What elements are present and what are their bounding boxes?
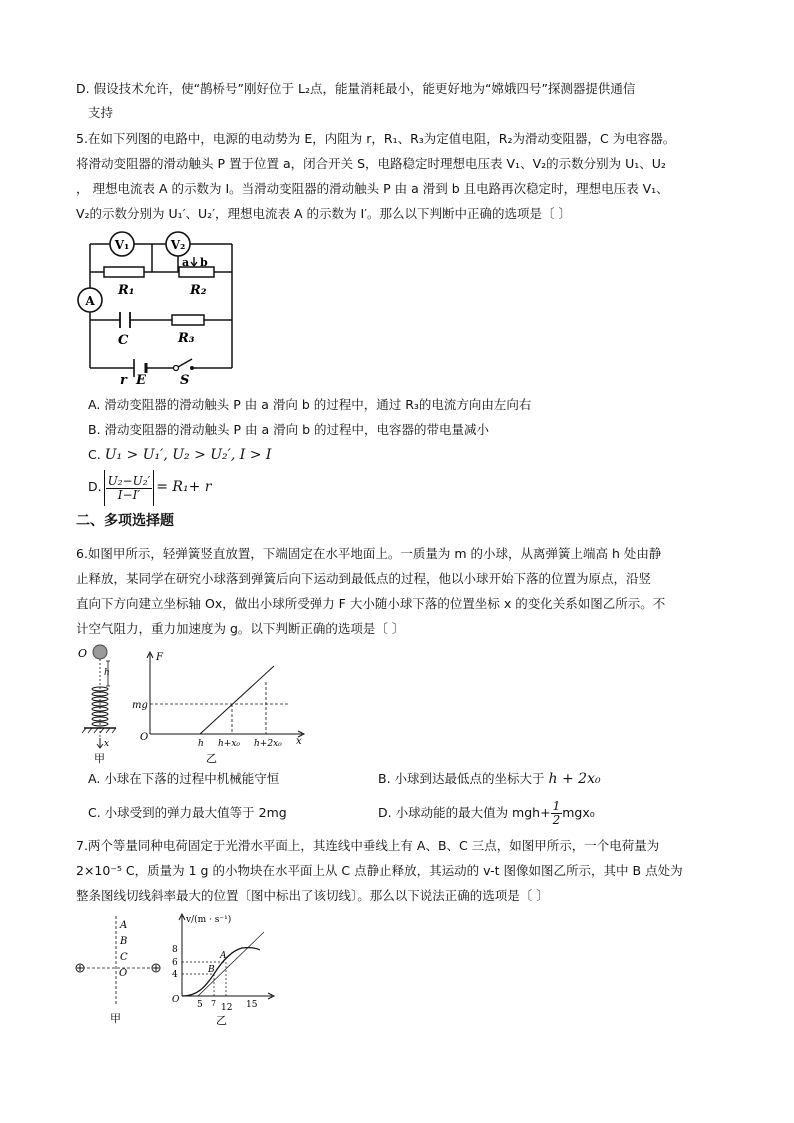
q5-option-c <box>88 446 271 464</box>
yi-label-h-2x0: h+2x₀ <box>254 739 282 749</box>
switch-icon <box>174 359 195 371</box>
q5-circuit-diagram <box>74 228 244 388</box>
label-r3: R₃ <box>178 331 195 346</box>
force-line <box>200 666 274 734</box>
jia-point-c: C <box>120 952 128 963</box>
q4-option-d-line1: D. 假设技术允许，使“鹊桥号”刚好位于 L₂点，能量消耗最小，能更好地为“嫦娥四号”探测器提供通信 <box>76 81 636 96</box>
label-b: b <box>200 256 208 269</box>
label-c: C <box>118 333 129 348</box>
q6-stem-line3: 直向下方向建立坐标轴 Ox，做出小球所受弹力 F 大小随小球下落的位置坐标 x 的变化关系如图乙所示。不 <box>76 596 666 611</box>
jia-point-o: O <box>119 968 128 979</box>
yi-label-mg: mg <box>132 700 148 711</box>
yi-origin: O <box>172 995 180 1005</box>
label-r: r <box>120 373 127 388</box>
positive-charge-left-icon <box>76 964 84 972</box>
positive-charge-right-icon <box>152 964 160 972</box>
q5-stem-line3: ， 理想电流表 A 的示数为 I。当滑动变阻器的滑动触头 P 由 a 滑到 b 且电路再次稳定时，理想电压表 V₁、 <box>76 181 669 196</box>
q7-figure-jia <box>72 912 172 1027</box>
yi-point-a: A <box>220 951 227 961</box>
jia-label-o: O <box>78 647 88 660</box>
q6-option-b-math: h + 2x₀ <box>548 771 601 787</box>
label-r2: R₂ <box>190 283 207 298</box>
q7-figure-yi <box>168 910 278 1028</box>
jia-label-h: h <box>104 668 110 678</box>
q6-option-b <box>378 770 601 788</box>
q7-stem-line3: 整条图线切线斜率最大的位置〔图中标出了该切线〕。那么以下说法正确的选项是〔 〕 <box>76 888 549 903</box>
jia-label-x: x <box>104 739 110 749</box>
yi-label-f: F <box>156 652 163 663</box>
section-title: 二、多项选择题 <box>76 513 174 529</box>
resistor-r1-icon <box>104 267 144 277</box>
ball-icon <box>93 645 107 659</box>
jia-point-a: A <box>120 920 128 931</box>
capacitor-icon <box>120 312 130 328</box>
tangent-line <box>198 932 264 996</box>
q6-stem-line4: 计空气阻力，重力加速度为 g。以下判断正确的选项是〔 〕 <box>76 621 405 636</box>
q7-stem-line1: 7.两个等量同种电荷固定于光滑水平面上，其连线中垂线上有 A、B、C 三点，如图甲所示，一个电荷量为 <box>76 838 660 853</box>
q5-option-d-fraction <box>106 475 153 502</box>
q6-option-a: A. 小球在下落的过程中机械能守恒 <box>88 771 280 786</box>
yi-label-h: h <box>198 739 204 749</box>
yi-caption: 乙 <box>206 752 217 765</box>
q6-option-d <box>378 797 595 829</box>
label-s: S <box>180 373 190 388</box>
label-a: a <box>182 256 190 269</box>
label-v1: V₁ <box>114 238 130 252</box>
yi-tick-12: 12 <box>221 1003 233 1013</box>
q5-stem-line4: V₂的示数分别为 U₁′、U₂′，理想电流表 A 的示数为 I′。那么以下判断中正确的选项是〔 〕 <box>76 206 572 221</box>
jia-caption: 甲 <box>94 752 105 764</box>
yi-tick-8: 8 <box>172 945 178 955</box>
q6-option-d-prefix: D. 小球动能的最大值为 mgh+ <box>378 805 551 820</box>
q6-option-b-prefix: B. 小球到达最低点的坐标大于 <box>378 771 545 786</box>
yi-tick-4: 4 <box>172 970 178 980</box>
q5-stem-line1: 5.在如下列图的电路中，电源的电动势为 E，内阻为 r，R₁、R₃为定值电阻，R₂为滑动变阻器，C 为电容器。 <box>76 131 676 146</box>
ground-hatch-icon <box>82 728 116 733</box>
yi-tick-15: 15 <box>246 1000 258 1010</box>
yi-tick-7: 7 <box>211 999 217 1008</box>
q6-option-d-den: 2 <box>552 813 561 827</box>
q6-stem-line1: 6.如图甲所示，轻弹簧竖直放置，下端固定在水平地面上。一质量为 m 的小球，从离弹簧上端高 h 处由静 <box>76 546 662 561</box>
yi-label-h-x0: h+x₀ <box>218 739 241 749</box>
label-r1: R₁ <box>118 283 135 298</box>
q6-option-c: C. 小球受到的弹力最大值等于 2mg <box>88 805 287 820</box>
q5-option-d-num: U₂−U₂′ <box>107 473 151 488</box>
yi-label-o: O <box>140 732 149 743</box>
jia-caption: 甲 <box>110 1012 121 1025</box>
q6-figure-yi <box>130 646 310 766</box>
q4-option-d-line2: 支持 <box>88 105 114 120</box>
q6-option-d-num: 1 <box>552 799 561 813</box>
q6-option-d-suffix: mgx₀ <box>562 805 595 820</box>
yi-tick-6: 6 <box>172 958 178 968</box>
q5-option-c-prefix: C. <box>88 447 101 462</box>
q5-option-d-prefix: D. <box>88 479 102 494</box>
yi-caption: 乙 <box>216 1014 227 1027</box>
resistor-r3-icon <box>172 315 204 325</box>
slider-p-icon <box>191 257 197 266</box>
q5-option-a: A. 滑动变阻器的滑动触头 P 由 a 滑向 b 的过程中，通过 R₃的电流方向由左向右 <box>88 397 532 412</box>
q7-stem-line2: 2×10⁻⁵ C，质量为 1 g 的小物块在水平面上从 C 点静止释放，其运动的 v-t 图像如图乙所示，其中 B 点处为 <box>76 863 683 878</box>
q5-option-b: B. 滑动变阻器的滑动触头 P 由 a 滑向 b 的过程中，电容器的带电量减小 <box>88 422 489 437</box>
yi-tick-5: 5 <box>197 1000 203 1010</box>
q6-figure-jia <box>76 642 126 764</box>
q5-option-d-rhs: = R₁+ r <box>156 479 212 495</box>
q5-option-c-math: U₁ > U₁′, U₂ > U₂′, I > I <box>104 447 272 463</box>
yi-axis-v: v/(m · s⁻¹) <box>186 915 232 925</box>
q6-stem-line2: 止释放，某同学在研究小球落到弹簧后向下运动到最低点的过程，他以小球开始下落的位置为原点，沿竖 <box>76 571 652 586</box>
yi-label-x: x <box>296 736 302 747</box>
jia-point-b: B <box>120 936 128 947</box>
q5-option-d-den: I−I′ <box>117 487 141 502</box>
label-e: E <box>136 373 146 388</box>
q5-option-d <box>88 469 211 506</box>
label-ammeter: A <box>85 294 95 308</box>
q6-option-d-fraction <box>551 800 563 827</box>
yi-point-b: B <box>208 965 215 975</box>
label-v2: V₂ <box>170 238 186 252</box>
q5-stem-line2: 将滑动变阻器的滑动触头 P 置于位置 a，闭合开关 S，电路稳定时理想电压表 V₁、V₂的示数分别为 U₁、U₂ <box>76 156 666 171</box>
